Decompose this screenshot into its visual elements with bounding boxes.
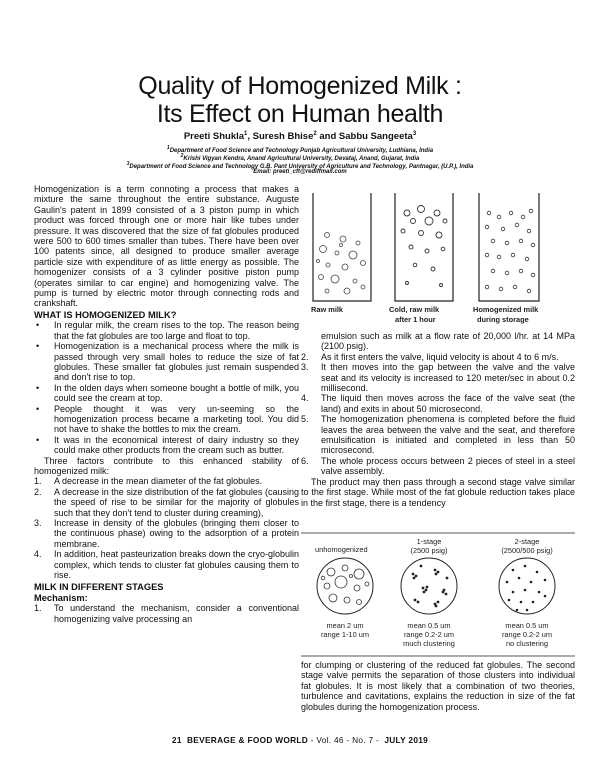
mechanism-continued: emulsion such as milk at a flow rate of 20,000 l/hr. at 14 MPa (2100 psig). xyxy=(321,331,575,352)
page-number: 21 xyxy=(171,735,182,745)
section-heading: MILK IN DIFFERENT STAGES xyxy=(34,582,164,593)
list-number: 4. xyxy=(301,393,309,404)
article-title-line2: Its Effect on Human health xyxy=(156,100,444,128)
list-item: • In the olden days when someone bought a bottle of milk, you could see the cream at top. xyxy=(34,383,299,404)
list-number: 4. xyxy=(34,549,42,560)
intro-paragraph: Homogenization is a term connoting a process that makes a mixture the same throughout the entire substance. Auguste Gaulin's patent in 1899 consisted of a 3 piston pump in which product was forced through one or more hair like tubes under pressure. It was discovered that the size of fat globules produced were 500 to 600 times smaller than tubes. There have been over 100 patents since, all designed to produce smaller average particle size with expenditure of as little energy as possible. The homogenizer consists of a 3 cylinder positive piston pump (operates similar to car engine) and homogenizing valve. The pump is turned by electric motor through connecting rods and crankshaft. xyxy=(34,184,299,309)
panel-range: range 0.2-2 um xyxy=(501,630,553,639)
aff-text: Department of Food Science and Technology Punjab Agricultural University, Ludhiana, India xyxy=(169,148,434,154)
list-text: A decrease in the size distribution of the fat globules (causing the speed of rise to be similar for the majority of globules such that they don't tend to cluster during creaming), xyxy=(54,486,299,518)
tube-caption: Cold, raw milk xyxy=(389,305,440,314)
panel-mean: mean 0.5 um xyxy=(407,621,451,630)
tube-caption: Homogenized milk xyxy=(473,305,539,314)
author-email: Email: preeti_cft@rediffmail.com xyxy=(253,169,347,175)
author-name: Sabbu Sangeeta xyxy=(338,131,413,143)
list-item xyxy=(34,518,299,549)
list-item: • Homogenization is a mechanical process where the milk is passed through very small holes to reduce the size of fat globules. These smaller fat globules just remain suspended and don't rise to top. xyxy=(34,341,299,383)
article-title-line1: Quality of Homogenized Milk : xyxy=(138,72,462,100)
list-text: The liquid then moves across the face of the valve seat (the land) and exits in about 50 microsecond. xyxy=(321,393,575,414)
tube-caption: Raw milk xyxy=(311,305,344,314)
subsection-heading: Mechanism: xyxy=(34,592,88,603)
panel-mean: mean 0.5 um xyxy=(505,621,549,630)
right-column-lower xyxy=(301,660,575,712)
author-name: Suresh Bhise xyxy=(252,131,314,143)
clustering-paragraph: for clumping or clustering of the reduced fat globules. The second stage valve permits the separation of those clusters into individual fat globules. It is most likely that a combination of two theories, turbulence and cavitations, explains the reduction in size of the fat globules during the homogenization process. xyxy=(301,660,575,712)
author-separator: and xyxy=(316,131,339,143)
mechanism-list xyxy=(34,603,299,624)
section-heading: WHAT IS HOMOGENIZED MILK? xyxy=(34,309,177,320)
panel-title: unhomogenized xyxy=(315,545,368,554)
panel-mean: mean 2 um xyxy=(326,621,364,630)
list-item: • It was in the economical interest of dairy industry so they could make other products from the cream such as butter. xyxy=(34,435,299,456)
list-number: 1. xyxy=(34,476,42,487)
magazine-name: BEVERAGE & FOOD WORLD xyxy=(186,735,309,745)
page-footer xyxy=(0,735,600,745)
aff-sup: 1 xyxy=(166,145,170,151)
list-text: As it first enters the valve, liquid velocity is about 4 to 6 m/s. xyxy=(321,351,559,362)
author-sup: 1 xyxy=(244,131,248,137)
list-number: 5. xyxy=(301,414,309,425)
list-item: • In regular milk, the cream rises to the top. The reason being that the fat globules are too large and float to top. xyxy=(34,320,299,341)
left-column xyxy=(34,184,299,624)
author-separator: , xyxy=(247,131,253,143)
tube-raw-milk xyxy=(313,193,371,301)
panel-title: 2-stage xyxy=(514,537,540,546)
list-number: 1. xyxy=(34,603,42,614)
right-column-upper xyxy=(301,331,575,508)
list-text: The whole process occurs between 2 pieces of steel in a steel valve assembly. xyxy=(321,455,575,477)
list-text: It then moves into the gap between the valve and the valve seat and its velocity is increased to 120 meter/sec in about 0.2 millisecond. xyxy=(321,362,575,394)
list-text: In addition, heat pasteurization breaks down the cryo-globulin complex, which tends to cluster fat globules causing them to rise. xyxy=(54,549,299,581)
aff-sup: 3 xyxy=(126,161,130,167)
list-text: To understand the mechanism, consider a conventional homogenizing valve processing an xyxy=(54,603,299,624)
panel-subtitle: (2500 psig) xyxy=(410,546,448,555)
list-item xyxy=(34,476,299,486)
mechanism-steps xyxy=(301,352,575,477)
list-number: 6. xyxy=(301,455,309,466)
aff-text: Department of Food Science and Technology G.B. Pant University of Agriculture and Technology, Pantnagar, (U.P.), India xyxy=(129,164,474,170)
author-sup: 2 xyxy=(313,131,317,137)
two-stage-dish xyxy=(499,558,555,614)
bullet-list xyxy=(34,320,299,455)
tube-caption: during storage xyxy=(477,315,529,324)
list-text: A decrease in the mean diameter of the fat globules. xyxy=(54,476,263,487)
list-text: Increase in density of the globules (bringing them closer to the continuous phase) owing to the adsorption of a protein membrane. xyxy=(54,518,299,549)
aff-text: Krishi Vigyan Kendra, Anand Agricultural University, Devataj, Anand, Gujarat, India xyxy=(183,156,420,162)
list-item: • People thought it was very un-seeming so the homogenization process became a marketing tool. You did not have to shake the bottles to mix the cream. xyxy=(34,404,299,435)
factors-list xyxy=(34,476,299,580)
list-number: 3. xyxy=(301,362,309,373)
panel-range: range 0.2-2 um xyxy=(403,630,455,639)
tube-caption: after 1 hour xyxy=(395,315,436,324)
panel-subtitle: (2500/500 psig) xyxy=(501,546,553,555)
tube-homogenized-milk xyxy=(479,193,539,301)
homogenization-stages-figure xyxy=(301,532,575,660)
issue-info: - Vol. 46 - No. 7 - xyxy=(310,735,380,745)
list-number: 3. xyxy=(34,518,42,528)
list-number: 2. xyxy=(34,486,42,497)
factors-intro: Three factors contribute to this enhanced stability of homogenized milk: xyxy=(34,455,299,476)
list-item xyxy=(34,487,299,518)
list-number: 2. xyxy=(301,351,309,362)
unhomogenized-dish xyxy=(317,558,373,614)
list-item xyxy=(301,456,575,477)
panel-title: 1-stage xyxy=(416,537,442,546)
list-item xyxy=(301,362,575,393)
list-item xyxy=(34,603,299,624)
list-item xyxy=(301,414,575,456)
list-text: The homogenization phenomena is completed before the fluid leaves the area between the valve and the seat, and therefore emulsification is initiated and completed in less than 50 microsecond. xyxy=(321,414,575,456)
author-list xyxy=(0,131,600,142)
list-item xyxy=(301,393,575,414)
tube-cold-raw-milk xyxy=(395,193,453,301)
list-item xyxy=(34,549,299,580)
panel-clustering: much clustering xyxy=(403,639,455,648)
author-sup: 3 xyxy=(412,131,417,137)
milk-tubes-figure xyxy=(303,191,573,331)
issue-date: JULY 2019 xyxy=(384,735,429,745)
second-stage-paragraph: The product may then pass through a second stage valve similar to the first stage. While most of the fat globule reduction takes place in the first stage, there is a tendency xyxy=(301,476,575,508)
aff-sup: 2 xyxy=(180,153,184,159)
panel-range: range 1-10 um xyxy=(320,630,370,639)
list-item xyxy=(301,352,575,362)
panel-clustering: no clustering xyxy=(506,639,548,648)
author-name: Preeti Shukla xyxy=(183,131,245,143)
one-stage-dish xyxy=(401,558,457,614)
